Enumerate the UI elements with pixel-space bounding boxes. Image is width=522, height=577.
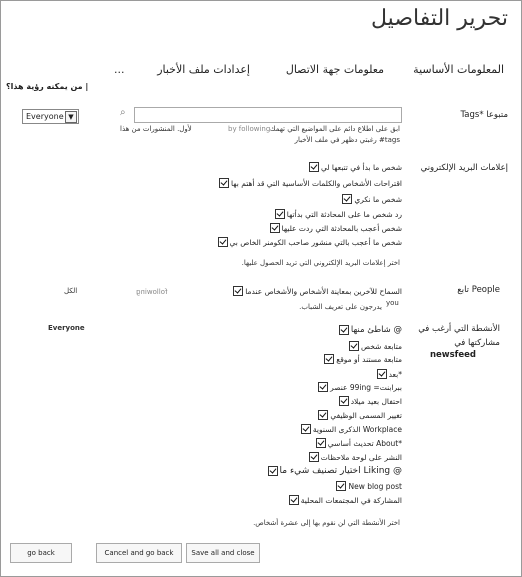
checkbox[interactable]: [289, 495, 299, 505]
email-option[interactable]: شخص ما نكري: [342, 193, 402, 205]
activities-label-line2: مشاركتها في: [454, 338, 500, 348]
tags-visibility-select[interactable]: Everyone ▼: [22, 109, 79, 124]
people-visibility: الكل: [64, 287, 78, 295]
checkbox[interactable]: [268, 466, 278, 476]
activity-option[interactable]: *بعد: [377, 368, 402, 380]
checkbox[interactable]: [318, 410, 328, 420]
checkbox[interactable]: [349, 341, 359, 351]
chevron-down-icon: ▼: [65, 111, 77, 123]
email-option[interactable]: رد شخص ما على المحادثة التي بدأتها: [275, 208, 402, 220]
checkbox[interactable]: [316, 438, 326, 448]
checkbox[interactable]: [318, 382, 328, 392]
tab-basic-info[interactable]: المعلومات الأساسية: [413, 63, 504, 76]
go-back-button[interactable]: go back: [10, 543, 72, 563]
people-option-line2: يدرجون على تعريف الشباب.: [299, 303, 382, 311]
checkbox[interactable]: [339, 325, 349, 335]
tab-contact-info[interactable]: معلومات جهة الاتصال: [285, 63, 384, 76]
activities-label-line3: newsfeed: [429, 350, 476, 360]
tags-label: متبوعا *Tags: [460, 110, 508, 120]
cancel-and-go-back-button[interactable]: Cancel and go back: [96, 543, 182, 563]
people-label: People تابع: [457, 285, 500, 295]
email-option[interactable]: شخص أعجب بالمحادثة التي ردت عليها: [270, 222, 402, 234]
activity-option[interactable]: متابعة مستند أو موقع: [324, 353, 402, 365]
checkbox[interactable]: [377, 369, 387, 379]
activity-option[interactable]: احتفال بعيد ميلاد: [339, 395, 402, 407]
activities-visibility: Everyone: [48, 324, 85, 332]
checkbox[interactable]: [219, 178, 229, 188]
people-option-faded: following: [136, 288, 168, 296]
page-title: تحرير التفاصيل: [371, 6, 508, 31]
checkbox[interactable]: [324, 354, 334, 364]
tab-newsfeed-settings[interactable]: إعدادات ملف الأخبار: [157, 63, 250, 76]
people-option-you: you: [386, 299, 399, 307]
activity-option[interactable]: *About تحديث أساسي: [316, 437, 402, 449]
activity-option[interactable]: New blog post: [336, 480, 402, 492]
activities-master-option[interactable]: @ شاطئ منها: [339, 324, 402, 336]
activity-option[interactable]: @ Liking اختيار تصنيف شيء ما: [268, 465, 402, 477]
tags-help-following: by following: [228, 125, 271, 133]
save-all-and-close-button[interactable]: Save all and close: [186, 543, 260, 563]
activity-option[interactable]: متابعة شخص: [349, 340, 402, 352]
checkbox[interactable]: [339, 396, 349, 406]
activity-option[interactable]: ببرابنت= 99ing عنصر: [318, 381, 402, 393]
tags-help-line1-end: لأول. المنشورات من هذا: [120, 125, 192, 133]
activity-option[interactable]: النشر على لوحة ملاحظات: [309, 451, 402, 463]
email-option[interactable]: شخص ما بدأ في تتبعها لي: [309, 161, 402, 173]
checkbox[interactable]: [336, 481, 346, 491]
tag-picker-icon[interactable]: ⌕: [120, 107, 126, 118]
activities-label-line1: الأنشطة التي أرغب في: [418, 324, 500, 334]
email-option[interactable]: اقتراحات الأشخاص والكلمات الأساسية التي قد أهتم بها: [219, 177, 402, 189]
email-footer-note: اختر إعلامات البريد الإلكتروني التي تريد الحصول عليها.: [241, 259, 400, 267]
email-notifications-label: إعلامات البريد الإلكتروني: [420, 163, 508, 173]
tab-more[interactable]: ...: [114, 63, 125, 76]
checkbox[interactable]: [270, 223, 280, 233]
people-option[interactable]: السماح للآخرين بمعاينة الأشخاص والأشخاص عندما: [233, 285, 402, 297]
tags-help-line2: tags# رغبتي دظهر في ملف الأخبار: [294, 136, 400, 144]
checkbox[interactable]: [275, 209, 285, 219]
who-can-see-label: من يمكنه رؤية هذا؟ |: [6, 82, 89, 91]
activities-footer-note: اختر الأنشطة التي لن نقوم بها إلى عشرة أشخاص.: [253, 519, 400, 527]
activity-option[interactable]: المشاركة في المجتمعات المحلية: [289, 494, 402, 506]
tags-help-line1: ابق على اطلاع دائم على المواضيع التي تهمك: [269, 125, 400, 133]
email-option[interactable]: شخص ما أعجب بالتي منشور صاحب الكومنر الخاص بي: [218, 236, 402, 248]
activity-option[interactable]: Workplace الذكرى السنوية: [301, 423, 402, 435]
tags-input[interactable]: [134, 107, 402, 123]
activity-option[interactable]: تغيير المسمى الوظيفي: [318, 409, 402, 421]
checkbox[interactable]: [309, 452, 319, 462]
checkbox[interactable]: [233, 286, 243, 296]
checkbox[interactable]: [309, 162, 319, 172]
checkbox[interactable]: [342, 194, 352, 204]
checkbox[interactable]: [301, 424, 311, 434]
checkbox[interactable]: [218, 237, 228, 247]
